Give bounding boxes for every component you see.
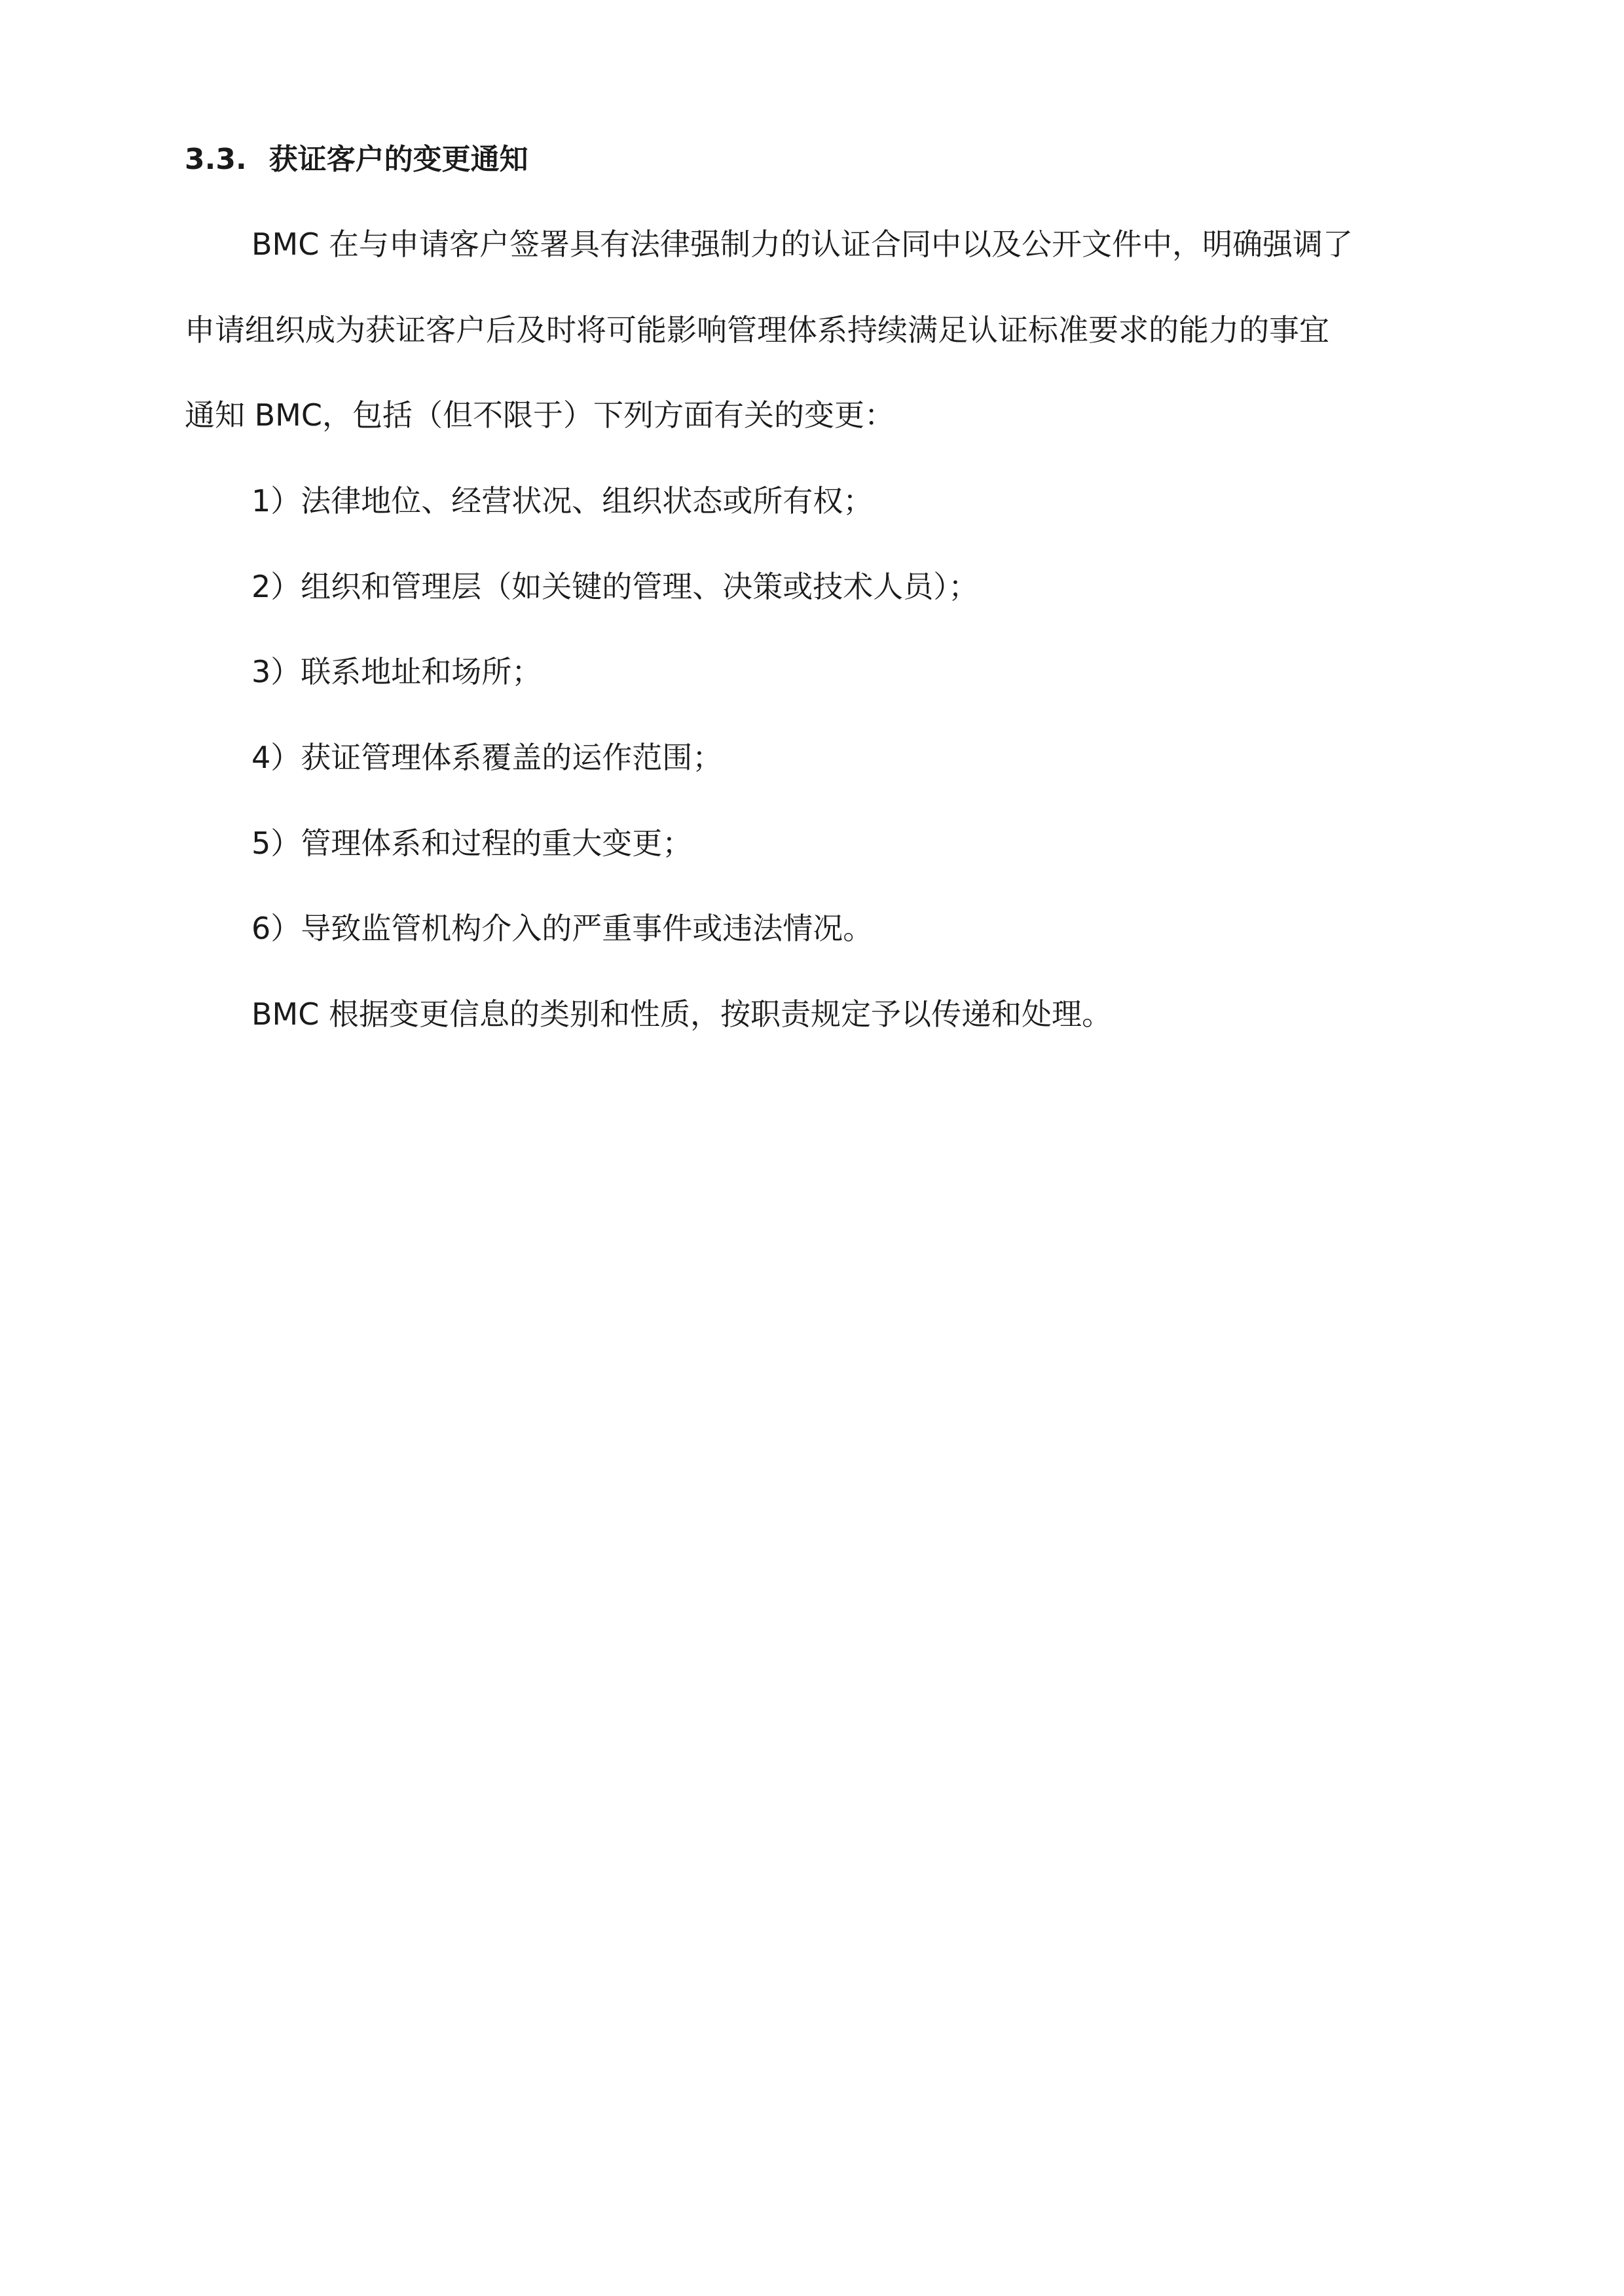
list-item: 1）法律地位、经营状况、组织状态或所有权； xyxy=(251,483,874,519)
paragraph-line: 通知 BMC，包括（但不限于）下列方面有关的变更： xyxy=(185,397,895,433)
section-heading xyxy=(185,140,528,179)
section-number: 3.3. xyxy=(185,143,247,176)
paragraph-line: 申请组织成为获证客户后及时将可能影响管理体系持续满足认证标准要求的能力的事宜 xyxy=(185,312,1329,348)
section-title: 获证客户的变更通知 xyxy=(268,143,528,176)
list-item: 3）联系地址和场所； xyxy=(251,654,542,689)
paragraph-line: BMC 在与申请客户签署具有法律强制力的认证合同中以及公开文件中，明确强调了 xyxy=(251,227,1353,262)
closing-paragraph: BMC 根据变更信息的类别和性质，按职责规定予以传递和处理。 xyxy=(251,996,1112,1032)
list-item: 5）管理体系和过程的重大变更； xyxy=(251,826,693,861)
list-item: 2）组织和管理层（如关键的管理、决策或技术人员）； xyxy=(251,569,979,604)
list-item: 6）导致监管机构介入的严重事件或违法情况。 xyxy=(251,911,874,946)
list-item: 4）获证管理体系覆盖的运作范围； xyxy=(251,740,723,775)
